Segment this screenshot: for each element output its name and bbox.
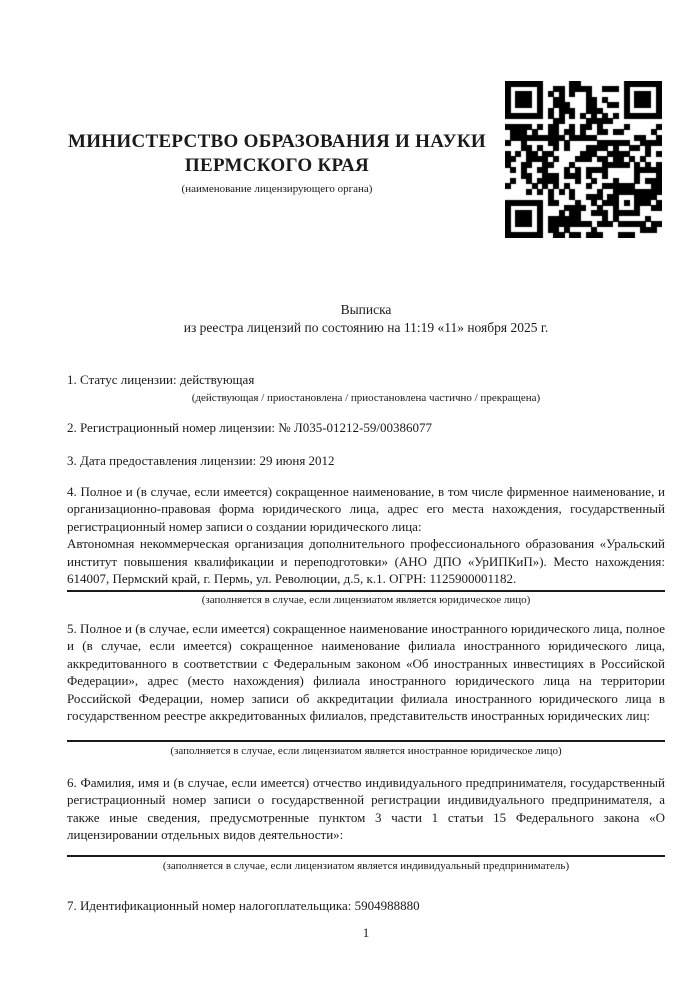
legal-entity-underline — [67, 590, 665, 592]
legal-entity-note: (заполняется в случае, если лицензиатом является юридическое лицо) — [201, 594, 531, 607]
individual-entrepreneur-note: (заполняется в случае, если лицензиатом является индивидуальный предприниматель) — [162, 859, 570, 872]
item-license-grant-date — [67, 452, 665, 469]
license-status-note: (действующая / приостановлена / приостановлена частично / прекращена) — [191, 392, 541, 405]
page-number: 1 — [362, 925, 370, 940]
document-subtitle: из реестра лицензий по состоянию на 11:19 «11» ноября 2025 г. — [183, 319, 549, 335]
taxpayer-number-text: 7. Идентификационный номер налогоплательщика: 5904988880 — [67, 898, 420, 913]
item-license-status — [67, 371, 665, 405]
foreign-entity-note: (заполняется в случае, если лицензиатом является иностранное юридическое лицо) — [170, 745, 562, 758]
item-taxpayer-number — [67, 897, 665, 914]
item-foreign-entity — [67, 620, 665, 758]
item-legal-entity — [67, 483, 665, 607]
item-individual-entrepreneur — [67, 774, 665, 873]
document-title: Выписка — [340, 302, 392, 317]
legal-entity-text: 4. Полное и (в случае, если имеется) сокращенное наименование, в том числе фирменное наименование, и организационно-правовая форма юридического лица, адрес его места нахождения, государственный регистрационный номер записи о создании юридического лица: — [67, 484, 665, 534]
registration-number-text: 2. Регистрационный номер лицензии: № Л035-01212-59/00386077 — [67, 420, 433, 435]
authority-name-line1: МИНИСТЕРСТВО ОБРАЗОВАНИЯ И НАУКИ — [67, 131, 487, 152]
foreign-entity-underline — [67, 740, 665, 742]
licensing-authority-header — [60, 130, 494, 196]
license-grant-date-text: 3. Дата предоставления лицензии: 29 июня 2012 — [67, 453, 335, 468]
qr-code — [505, 81, 662, 238]
qr-code-container — [505, 81, 662, 238]
item-registration-number — [67, 419, 665, 436]
foreign-entity-text: 5. Полное и (в случае, если имеется) сокращенное наименование иностранного юридического лица, полное и (в случае, если имеется) сокращенное наименование филиала иностранного юридического лица, аккредитованного в соответствии с Федеральным законом «Об иностранных инвестициях в Российской Федерации», адрес (место нахождения) филиала иностранного юридического лица на территории Российской Федерации, номер записи об аккредитации филиала иностранного юридического лица в государственном реестре аккредитованных филиалов, представительств иностранных юридических лиц: — [67, 621, 665, 724]
individual-entrepreneur-underline — [67, 855, 665, 857]
individual-entrepreneur-text: 6. Фамилия, имя и (в случае, если имеется) отчество индивидуального предпринимателя, государственный регистрационный номер записи о государственной регистрации индивидуального предпринимателя, а также иные сведения, предусмотренные пунктом 3 части 1 статьи 15 Федерального закона «О лицензировании отдельных видов деятельности»: — [67, 775, 665, 843]
license-status-text: 1. Статус лицензии: действующая — [67, 372, 255, 387]
authority-name-line2: ПЕРМСКОГО КРАЯ — [184, 155, 370, 176]
authority-caption: (наименование лицензирующего органа) — [181, 183, 373, 195]
document-title-block — [67, 301, 665, 336]
legal-entity-value: Автономная некоммерческая организация дополнительного профессионального образования «Уральский институт повышения квалификации и переподготовки» (АНО ДПО «УрИПКиП»). Место нахождения: 614007, Пермский край, г. Пермь, ул. Революции, д.5, к.1. ОГРН: 1125900001182. — [67, 536, 665, 587]
